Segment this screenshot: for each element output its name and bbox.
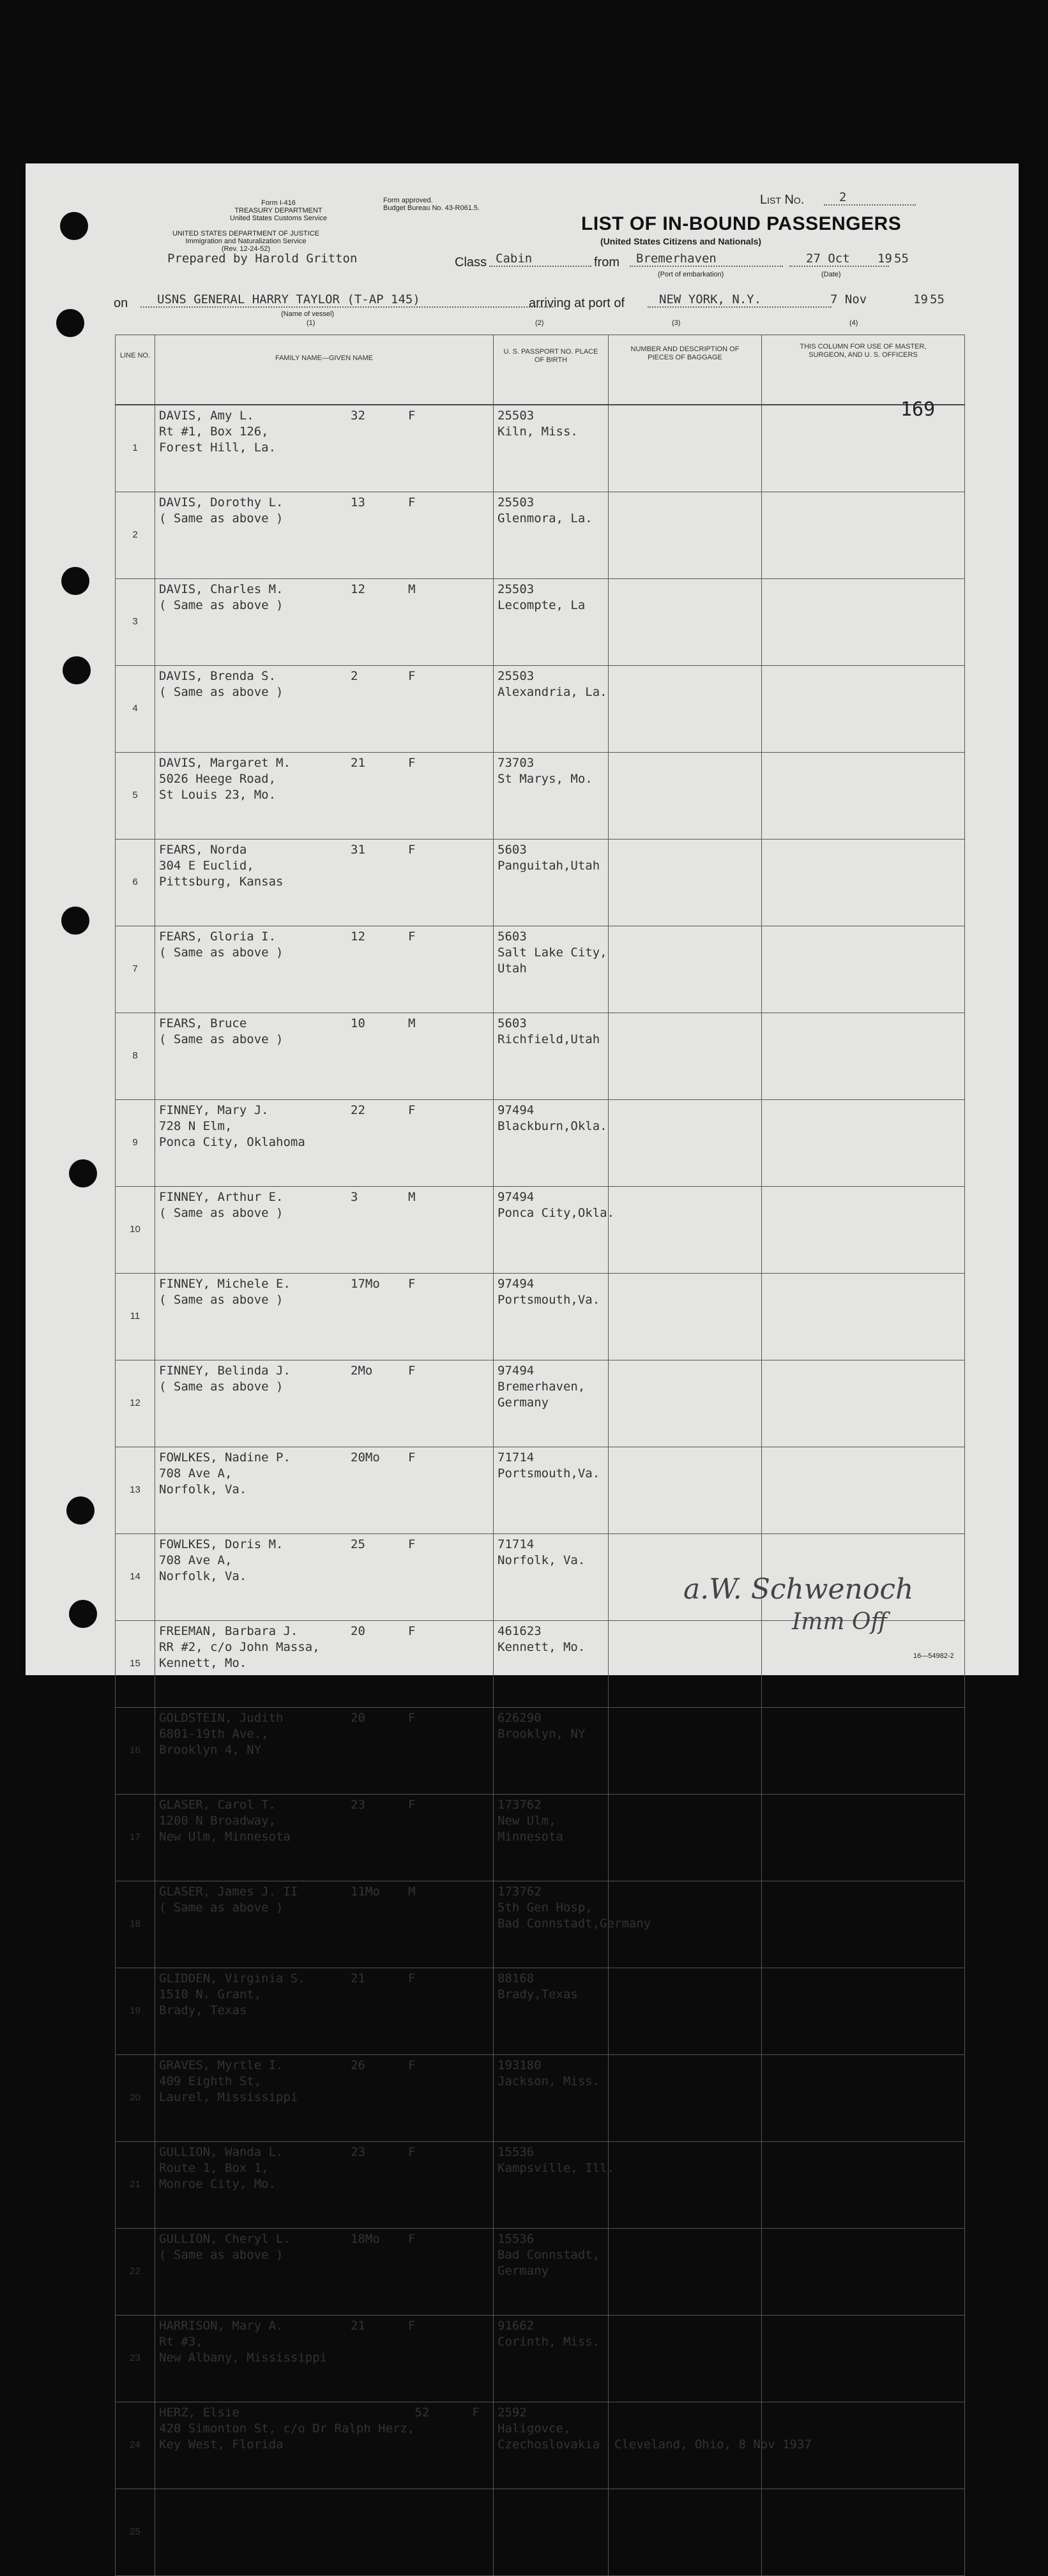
from-label: from	[594, 255, 619, 269]
table-row	[116, 1708, 965, 1795]
passenger-name: FEARS, Bruce ( Same as above )	[159, 1016, 284, 1046]
passenger-age: 13	[351, 495, 365, 509]
line-number: 15	[116, 1621, 155, 1708]
customs-service: United States Customs Service	[229, 215, 328, 222]
passenger-sex: M	[408, 582, 416, 596]
passenger-age: 12	[351, 582, 365, 596]
passenger-name-cell	[155, 1881, 494, 1968]
passenger-name: FEARS, Gloria I. ( Same as above )	[159, 930, 284, 960]
line-number: 21	[116, 2142, 155, 2229]
passenger-age: 31	[351, 843, 365, 857]
passenger-sex: F	[408, 2058, 416, 2072]
passenger-sex: F	[408, 409, 416, 423]
passport-birthplace: 5603 Richfield,Utah	[494, 1013, 609, 1100]
passenger-name: DAVIS, Amy L. Rt #1, Box 126, Forest Hill, La.	[159, 409, 277, 455]
officer-use-cell	[762, 2402, 965, 2489]
line-number: 13	[116, 1447, 155, 1534]
baggage-cell	[609, 753, 762, 840]
passenger-name-cell	[155, 2489, 494, 2576]
passenger-name-cell	[155, 926, 494, 1013]
passenger-sex: F	[408, 1798, 416, 1812]
form-approved: Form approved.	[383, 197, 433, 204]
table-row	[116, 926, 965, 1013]
passport-birthplace: 25503 Glenmora, La.	[494, 492, 609, 579]
officer-use-cell	[762, 2316, 965, 2402]
passenger-name-cell	[155, 840, 494, 926]
arrival-year: 55	[930, 292, 945, 306]
line-number: 5	[116, 753, 155, 840]
officer-use-cell	[762, 666, 965, 753]
table-row	[116, 666, 965, 753]
table-row	[116, 492, 965, 579]
baggage-cell	[609, 1013, 762, 1100]
line-number: 12	[116, 1360, 155, 1447]
officer-use-cell	[762, 2142, 965, 2229]
stamp-number: 169	[900, 398, 936, 421]
passenger-name: GRAVES, Myrtle I. 409 Eighth St, Laurel, Mississippi	[159, 2058, 298, 2104]
passenger-sex: F	[408, 843, 416, 857]
header-baggage: NUMBER AND DESCRIPTION OF PIECES OF BAGGAGE	[609, 335, 762, 405]
officer-use-cell	[762, 1013, 965, 1100]
page-title: LIST OF IN-BOUND PASSENGERS	[581, 213, 902, 234]
baggage-cell	[609, 1274, 762, 1360]
officer-use-cell	[762, 1360, 965, 1447]
baggage-cell	[609, 492, 762, 579]
passenger-name-cell	[155, 1534, 494, 1621]
list-no-value: 2	[824, 190, 916, 206]
passenger-name: DAVIS, Charles M. ( Same as above )	[159, 582, 284, 612]
table-row	[116, 2142, 965, 2229]
passenger-name: DAVIS, Brenda S. ( Same as above )	[159, 669, 284, 699]
passenger-name-cell	[155, 753, 494, 840]
officer-use-cell	[762, 1100, 965, 1187]
line-number: 22	[116, 2229, 155, 2316]
passport-birthplace	[494, 2489, 609, 2576]
passenger-name: FEARS, Norda 304 E Euclid, Pittsburg, Kansas	[159, 843, 284, 889]
passenger-age: 26	[351, 2058, 365, 2072]
passenger-age: 11Mo	[351, 1885, 380, 1899]
passport-birthplace: 461623 Kennett, Mo.	[494, 1621, 609, 1708]
table-row	[116, 1100, 965, 1187]
line-number: 1	[116, 405, 155, 492]
passenger-age: 23	[351, 2145, 365, 2159]
punch-hole	[69, 1600, 97, 1628]
punch-hole	[61, 907, 89, 935]
col-number-4: (4)	[849, 319, 858, 327]
line-number: 4	[116, 666, 155, 753]
punch-hole	[63, 656, 91, 684]
ins-service: Immigration and Naturalization Service	[185, 237, 307, 245]
passenger-age: 25	[351, 1537, 365, 1551]
punch-hole	[56, 309, 84, 337]
officer-use-cell	[762, 840, 965, 926]
line-number: 16	[116, 1708, 155, 1795]
passenger-name-cell	[155, 1274, 494, 1360]
officer-use-cell	[762, 1187, 965, 1274]
baggage-cell	[609, 1447, 762, 1534]
passenger-age: 3	[351, 1190, 358, 1204]
baggage-cell	[609, 1187, 762, 1274]
officer-use-cell	[762, 2055, 965, 2142]
baggage-cell	[609, 1968, 762, 2055]
line-number: 7	[116, 926, 155, 1013]
passport-birthplace: 173762 5th Gen Hosp, Bad Connstadt,Germany	[494, 1881, 609, 1968]
table-row	[116, 1968, 965, 2055]
passenger-age: 12	[351, 930, 365, 944]
passenger-age: 21	[351, 1971, 365, 1985]
punch-hole	[60, 212, 88, 240]
passenger-name: FINNEY, Belinda J. ( Same as above )	[159, 1364, 291, 1394]
baggage-cell	[609, 1621, 762, 1708]
passport-birthplace: 25503 Lecompte, La	[494, 579, 609, 666]
passport-birthplace: 91662 Corinth, Miss.	[494, 2316, 609, 2402]
passport-birthplace: 88168 Brady,Texas	[494, 1968, 609, 2055]
table-row	[116, 1447, 965, 1534]
arriving-label: arriving at port of	[529, 296, 625, 310]
col-number-1: (1)	[307, 319, 315, 327]
list-no-label: List No.	[760, 193, 805, 207]
baggage-cell	[609, 2229, 762, 2316]
passenger-name: GLIDDEN, Virginia S. 1510 N. Grant, Brady, Texas	[159, 1971, 305, 2017]
passenger-sex: M	[408, 1190, 416, 1204]
passenger-name-cell	[155, 1360, 494, 1447]
col-number-3: (3)	[672, 319, 681, 327]
passenger-sex: F	[408, 1624, 416, 1638]
table-row	[116, 579, 965, 666]
passenger-name: FINNEY, Michele E. ( Same as above )	[159, 1277, 291, 1307]
line-number: 8	[116, 1013, 155, 1100]
passenger-sex: F	[408, 2232, 416, 2246]
budget-bureau: Budget Bureau No. 43-R061.5.	[383, 204, 480, 212]
table-row	[116, 753, 965, 840]
passenger-sex: F	[408, 1103, 416, 1117]
passport-birthplace: 2592 Haligovce, Czechoslovakia Cleveland, Ohio, 8 Nov 1937	[494, 2402, 609, 2489]
officer-use-cell	[762, 2229, 965, 2316]
punch-hole	[61, 567, 89, 595]
passenger-age: 18Mo	[351, 2232, 380, 2246]
officer-use-cell	[762, 1881, 965, 1968]
passenger-name: FINNEY, Mary J. 728 N Elm, Ponca City, Oklahoma	[159, 1103, 305, 1149]
officer-initials: Imm Off	[792, 1609, 887, 1635]
passenger-name-cell	[155, 1013, 494, 1100]
passenger-sex: F	[472, 2406, 480, 2420]
passenger-age: 52	[414, 2406, 430, 2420]
passenger-name: HERZ, Elsie 420 Simonton St, c/o Dr Ralph Herz, Key West, Florida	[159, 2406, 415, 2452]
col-number-2: (2)	[535, 319, 544, 327]
officer-use-cell	[762, 1447, 965, 1534]
passport-birthplace: 97494 Blackburn,Okla.	[494, 1100, 609, 1187]
class-value: Cabin	[489, 252, 591, 267]
passenger-name-cell	[155, 1621, 494, 1708]
passenger-name-cell	[155, 1187, 494, 1274]
table-row	[116, 2316, 965, 2402]
officer-use-cell	[762, 753, 965, 840]
punch-hole	[69, 1159, 97, 1187]
header-passport: U. S. PASSPORT NO. PLACE OF BIRTH	[494, 335, 609, 405]
passenger-age: 20Mo	[351, 1450, 380, 1465]
passenger-name-cell	[155, 1968, 494, 2055]
embark-year: 55	[894, 252, 909, 266]
arrival-year-prefix: 19	[913, 292, 928, 306]
passenger-name-cell	[155, 492, 494, 579]
passenger-sex: M	[408, 1016, 416, 1030]
passenger-name: FREEMAN, Barbara J. RR #2, c/o John Massa, Kennett, Mo.	[159, 1624, 320, 1670]
date-caption: (Date)	[821, 271, 841, 278]
officer-use-cell	[762, 1795, 965, 1881]
table-row	[116, 1795, 965, 1881]
officer-use-cell	[762, 926, 965, 1013]
passport-birthplace: 25503 Kiln, Miss.	[494, 405, 609, 492]
line-number: 3	[116, 579, 155, 666]
passenger-name: GULLION, Cheryl L. ( Same as above )	[159, 2232, 291, 2262]
baggage-cell	[609, 1708, 762, 1795]
passenger-name-cell	[155, 1708, 494, 1795]
officer-use-cell	[762, 579, 965, 666]
officer-use-cell	[762, 2489, 965, 2576]
manifest-sheet	[26, 163, 1019, 2537]
treasury-dept: TREASURY DEPARTMENT	[234, 207, 323, 215]
passenger-sex: F	[408, 1450, 416, 1465]
embark-year-prefix: 19	[877, 252, 892, 266]
passport-birthplace: 97494 Portsmouth,Va.	[494, 1274, 609, 1360]
on-label: on	[114, 296, 128, 310]
passenger-table	[115, 335, 965, 2576]
baggage-cell	[609, 840, 762, 926]
passenger-name: FOWLKES, Nadine P. 708 Ave A, Norfolk, Va.	[159, 1450, 291, 1496]
vessel-name: USNS GENERAL HARRY TAYLOR (T-AP 145)	[140, 292, 553, 308]
passenger-name-cell	[155, 1795, 494, 1881]
baggage-cell	[609, 2402, 762, 2489]
passenger-sex: F	[408, 495, 416, 509]
officer-use-cell	[762, 492, 965, 579]
punch-hole	[66, 1496, 95, 1525]
passenger-sex: M	[408, 1885, 416, 1899]
passport-birthplace: 626290 Brooklyn, NY	[494, 1708, 609, 1795]
passenger-name: GLASER, James J. II ( Same as above )	[159, 1885, 298, 1915]
class-label: Class	[455, 255, 487, 269]
passenger-sex: F	[408, 1711, 416, 1725]
embark-date: 27 Oct	[789, 252, 889, 267]
table-row	[116, 1881, 965, 1968]
passport-birthplace: 97494 Bremerhaven, Germany	[494, 1360, 609, 1447]
passport-birthplace: 5603 Panguitah,Utah	[494, 840, 609, 926]
table-row	[116, 1013, 965, 1100]
vessel-caption: (Name of vessel)	[281, 310, 335, 318]
passenger-age: 23	[351, 1798, 365, 1812]
baggage-cell	[609, 926, 762, 1013]
baggage-cell	[609, 2142, 762, 2229]
passenger-age: 10	[351, 1016, 365, 1030]
passenger-name: FOWLKES, Doris M. 708 Ave A, Norfolk, Va.	[159, 1537, 284, 1583]
passenger-name-cell	[155, 2142, 494, 2229]
line-number: 24	[116, 2402, 155, 2489]
passenger-sex: F	[408, 669, 416, 683]
line-number: 6	[116, 840, 155, 926]
passenger-name: GULLION, Wanda L. Route 1, Box 1, Monroe City, Mo.	[159, 2145, 284, 2191]
table-row	[116, 840, 965, 926]
table-row	[116, 1360, 965, 1447]
officer-use-cell	[762, 1274, 965, 1360]
passport-birthplace: 173762 New Ulm, Minnesota	[494, 1795, 609, 1881]
passenger-name: GLASER, Carol T. 1200 N Broadway, New Ulm, Minnesota	[159, 1798, 291, 1844]
passenger-name: DAVIS, Margaret M. 5026 Heege Road, St Louis 23, Mo.	[159, 756, 291, 802]
line-number: 18	[116, 1881, 155, 1968]
table-header-row	[116, 335, 965, 405]
baggage-cell	[609, 2489, 762, 2576]
table-row	[116, 2489, 965, 2576]
passenger-age: 21	[351, 2319, 365, 2333]
passport-birthplace: 73703 St Marys, Mo.	[494, 753, 609, 840]
passenger-age: 17Mo	[351, 1277, 380, 1291]
form-number: Form I-416	[261, 199, 296, 207]
port-embarkation-caption: (Port of embarkation)	[658, 271, 724, 278]
baggage-cell	[609, 1100, 762, 1187]
baggage-cell	[609, 666, 762, 753]
from-value: Bremerhaven	[630, 252, 783, 267]
table-row	[116, 2402, 965, 2489]
passenger-sex: F	[408, 1277, 416, 1291]
justice-dept: UNITED STATES DEPARTMENT OF JUSTICE	[172, 230, 319, 237]
baggage-cell	[609, 2055, 762, 2142]
baggage-cell	[609, 2316, 762, 2402]
passenger-name: FINNEY, Arthur E. ( Same as above )	[159, 1190, 284, 1220]
table-row	[116, 1274, 965, 1360]
passenger-name-cell	[155, 405, 494, 492]
passenger-sex: F	[408, 756, 416, 770]
passport-birthplace: 15536 Bad Connstadt, Germany	[494, 2229, 609, 2316]
passenger-sex: F	[408, 1364, 416, 1378]
passenger-name-cell	[155, 579, 494, 666]
passport-birthplace: 15536 Kampsville, Ill.	[494, 2142, 609, 2229]
passenger-age: 20	[351, 1624, 365, 1638]
passenger-name-cell	[155, 2229, 494, 2316]
passenger-name-cell	[155, 1447, 494, 1534]
passenger-sex: F	[408, 2145, 416, 2159]
rev-date: (Rev. 12-24-52)	[221, 245, 271, 253]
prepared-by: Prepared by Harold Gritton	[167, 252, 358, 266]
officer-use-cell	[762, 1968, 965, 2055]
line-number: 20	[116, 2055, 155, 2142]
table-row	[116, 405, 965, 492]
baggage-cell	[609, 1360, 762, 1447]
passenger-sex: F	[408, 1537, 416, 1551]
passenger-name-cell	[155, 2055, 494, 2142]
arrival-port: NEW YORK, N.Y.	[648, 292, 832, 308]
line-number: 2	[116, 492, 155, 579]
passport-birthplace: 193180 Jackson, Miss.	[494, 2055, 609, 2142]
passenger-name: HARRISON, Mary A. Rt #3, New Albany, Mississippi	[159, 2319, 328, 2365]
passenger-name-cell	[155, 1100, 494, 1187]
table-row	[116, 1187, 965, 1274]
baggage-cell	[609, 405, 762, 492]
baggage-cell	[609, 1795, 762, 1881]
line-number: 19	[116, 1968, 155, 2055]
passenger-age: 20	[351, 1711, 365, 1725]
passenger-age: 32	[351, 409, 365, 423]
passenger-name-cell	[155, 2402, 494, 2489]
line-number: 14	[116, 1534, 155, 1621]
passenger-sex: F	[408, 930, 416, 944]
header-officers: THIS COLUMN FOR USE OF MASTER, SURGEON, AND U. S. OFFICERS	[762, 335, 965, 405]
header-line-no: LINE NO.	[116, 335, 155, 405]
passenger-sex: F	[408, 2319, 416, 2333]
passenger-age: 22	[351, 1103, 365, 1117]
line-number: 25	[116, 2489, 155, 2576]
line-number: 11	[116, 1274, 155, 1360]
passenger-name: GOLDSTEIN, Judith 6801-19th Ave., Brooklyn 4, NY	[159, 1711, 284, 1757]
passenger-name: DAVIS, Dorothy L. ( Same as above )	[159, 495, 284, 525]
table-row	[116, 2229, 965, 2316]
table-row	[116, 2055, 965, 2142]
line-number: 17	[116, 1795, 155, 1881]
line-number: 10	[116, 1187, 155, 1274]
page-subtitle: (United States Citizens and Nationals)	[600, 236, 762, 246]
passenger-age: 2	[351, 669, 358, 683]
passport-birthplace: 25503 Alexandria, La.	[494, 666, 609, 753]
passenger-name-cell	[155, 666, 494, 753]
header-family-name: FAMILY NAME—GIVEN NAME	[155, 335, 494, 405]
passport-birthplace: 71714 Portsmouth,Va.	[494, 1447, 609, 1534]
passenger-sex: F	[408, 1971, 416, 1985]
passenger-age: 2Mo	[351, 1364, 373, 1378]
officer-signature: a.W. Schwenoch	[683, 1573, 914, 1606]
passenger-age: 21	[351, 756, 365, 770]
line-number: 9	[116, 1100, 155, 1187]
officer-use-cell	[762, 1708, 965, 1795]
passport-birthplace: 71714 Norfolk, Va.	[494, 1534, 609, 1621]
line-number: 23	[116, 2316, 155, 2402]
footer-code: 16—54982-2	[913, 1652, 954, 1660]
passenger-name-cell	[155, 2316, 494, 2402]
passport-birthplace: 97494 Ponca City,Okla.	[494, 1187, 609, 1274]
passport-birthplace: 5603 Salt Lake City, Utah	[494, 926, 609, 1013]
baggage-cell	[609, 1881, 762, 1968]
baggage-cell	[609, 579, 762, 666]
arrival-date: 7 Nov	[830, 292, 867, 306]
